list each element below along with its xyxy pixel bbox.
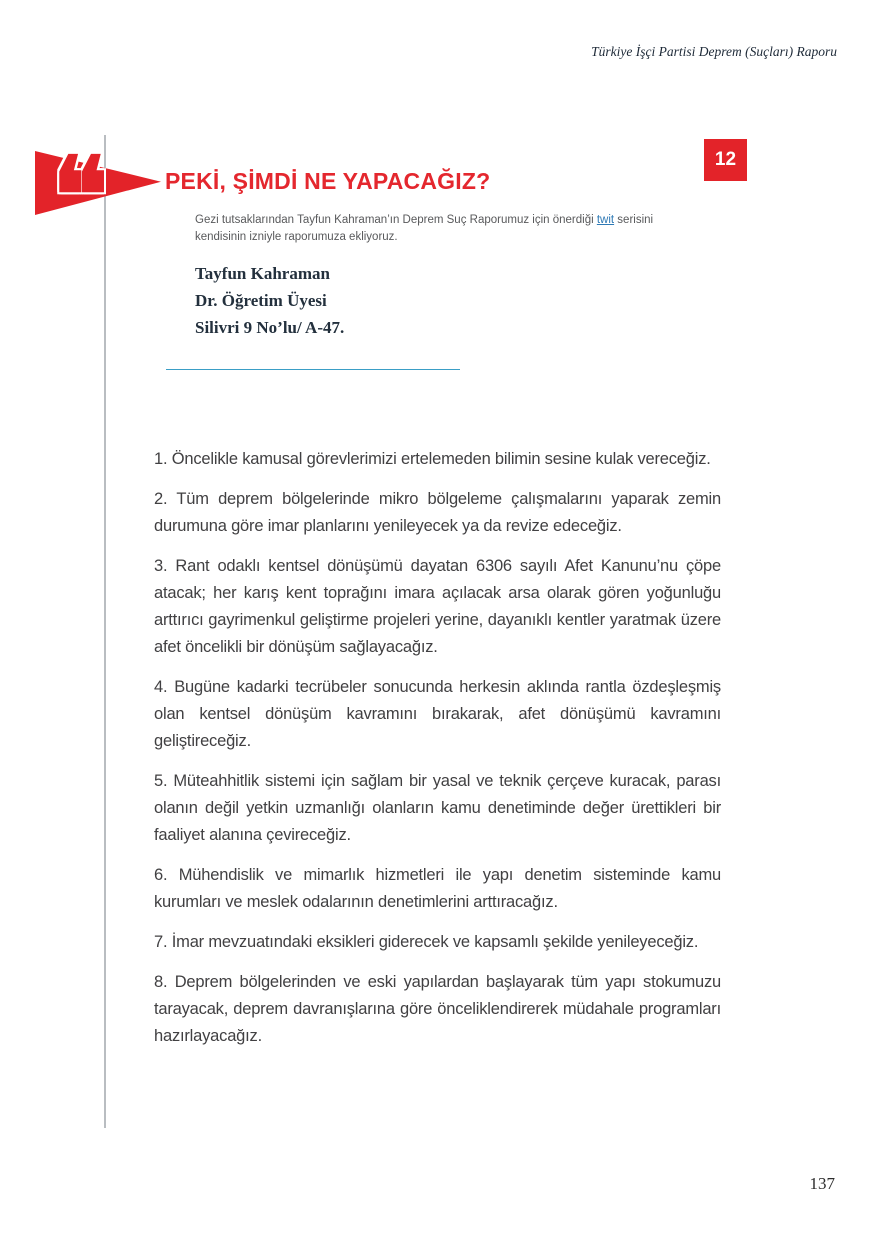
action-list [154,446,721,1063]
item-text: Bugüne kadarki tecrübeler sonucunda herkesin aklında rantla özdeşleşmiş olan kentsel dönüşüm kavramını bırakarak, afet dönüşümü kavramını geliştireceğiz. [154,678,721,750]
list-item [154,486,721,540]
item-number: 8. [154,973,168,991]
list-item [154,862,721,916]
item-text: Deprem bölgelerinden ve eski yapılardan başlayarak tüm yapı stokumuzu tarayacak, deprem davranışlarına göre önceliklendirerek müdahale programları hazırlayacağız. [154,973,722,1045]
list-item [154,553,721,661]
item-text: Öncelikle kamusal görevlerimizi ertelemeden bilimin sesine kulak vereceğiz. [171,450,711,468]
item-number: 6. [154,866,168,884]
page-number: 137 [809,1174,835,1193]
page-title: PEKİ, ŞİMDİ NE YAPACAĞIZ? [165,168,491,194]
list-item [154,768,721,849]
item-number: 3. [154,557,168,575]
item-number: 4. [154,678,168,696]
list-item [154,929,721,956]
intro-text-pre: Gezi tutsaklarından Tayfun Kahraman’ın Deprem Suç Raporumuz için önerdiği [195,214,597,226]
author-title: Dr. Öğretim Üyesi [195,291,327,310]
section-number-badge: 12 [704,139,747,181]
report-header-title: Türkiye İşçi Partisi Deprem (Suçları) Raporu [591,44,837,59]
intro-paragraph [195,212,685,247]
item-text: Tüm deprem bölgelerinde mikro bölgeleme çalışmalarını yaparak zemin durumuna göre imar planlarını yenileyecek ya da revize edeceğiz. [154,490,721,535]
twit-link[interactable]: twit [596,214,615,226]
list-item [154,446,721,473]
item-text: Mühendislik ve mimarlık hizmetleri ile yapı denetim sisteminde kamu kurumları ve meslek odalarının denetimlerini arttıracağız. [154,866,721,911]
intro-text-post: serisini kendisinin izniyle raporumuza ekliyoruz. [195,214,654,244]
list-item [154,969,721,1050]
left-margin-rule [104,135,106,1128]
item-text: İmar mevzuatındaki eksikleri giderecek ve kapsamlı şekilde yenileyeceğiz. [171,933,699,951]
item-number: 2. [154,490,168,508]
list-item [154,674,721,755]
item-number: 7. [154,933,168,951]
item-number: 5. [154,772,168,790]
author-name: Tayfun Kahraman [195,264,330,283]
quotation-marks-icon: ❝ [52,133,109,257]
item-text: Rant odaklı kentsel dönüşümü dayatan 6306 sayılı Afet Kanunu’nu çöpe atacak; her karış kent toprağını imara açılacak arsa olarak gören yoğunluğu arttırıcı gayrimenkul geliştirme projeleri yerine, dayanıklı kentler yaratmak üzere afet öncelikli bir dönüşüm sağlayacağız. [154,557,721,656]
item-text: Müteahhitlik sistemi için sağlam bir yasal ve teknik çerçeve kuracak, parası olanın değil yetkin uzmanlığı olanların kamu denetiminde değer ürettikleri bir faaliyet alanına çevireceğiz. [154,772,721,844]
author-block [195,260,344,341]
author-cell: Silivri 9 No’lu/ A-47. [195,318,345,337]
underline-rule [166,369,460,370]
item-number: 1. [154,450,168,468]
